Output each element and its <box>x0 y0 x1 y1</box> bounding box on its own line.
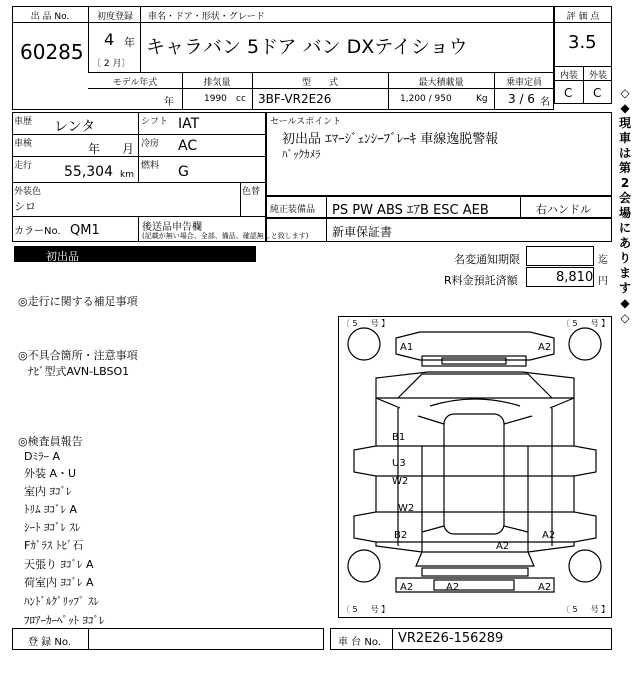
first-reg-label: 初度登録 <box>96 12 133 22</box>
ext-color-label: 外装色 <box>14 187 42 197</box>
mark-a1-front: A1 <box>400 342 414 353</box>
sales-point-1: 初出品 ｴﾏｰｼﾞｪﾝｼｰﾌﾞﾚｰｷ 車線逸脱警報 <box>282 132 499 147</box>
displacement-label: 排気量 <box>203 78 231 88</box>
handle-value: 右ハンドル <box>536 203 591 216</box>
fuel-label: 燃料 <box>141 161 160 171</box>
ext-color-value: シロ <box>14 200 36 213</box>
aftermarket-note: (記載が無い場合、全部、備品、確認無しと致します) <box>142 232 309 240</box>
rating-label: 評 価 点 <box>566 12 600 22</box>
report-item: Fｶﾞﾗｽ ﾄﾋﾞ石 <box>24 539 84 552</box>
model-year-label: モデル年式 <box>112 78 158 88</box>
mark-w2-a: W2 <box>392 476 409 487</box>
warranty-box <box>266 218 612 242</box>
aircon-value: AC <box>178 138 198 154</box>
report-item: 室内 ﾖｺﾞﾚ <box>24 485 72 498</box>
bracket-left: 〔 5 号 】 <box>342 319 390 328</box>
bracket-bottom-right: 〔 5 号 】 <box>562 605 610 614</box>
lot-no: 60285 <box>20 40 84 64</box>
name-change-box <box>526 246 594 266</box>
bracket-right: 〔 5 号 】 <box>562 319 610 328</box>
name-label: 車名・ドア・形状・グレード <box>148 12 265 22</box>
color-no-label: カラーNo. <box>14 226 61 237</box>
driving-notes-label: ◎走行に関する補足事項 <box>18 295 138 308</box>
report-item: 外装 A・U <box>24 467 77 480</box>
banner-text: 初出品 <box>46 250 79 263</box>
chassis-label: 車 台 No. <box>338 637 381 648</box>
name-change-label: 名変通知期限 <box>454 253 520 266</box>
aftermarket-label: 後送品申告欄 <box>142 222 202 233</box>
capacity: 3 / 6 <box>508 92 535 106</box>
fuel-value: G <box>178 164 189 180</box>
max-load-label: 最大積載量 <box>418 78 464 88</box>
mark-a2-door: A2 <box>496 541 510 552</box>
color-change-label: 色替 <box>242 187 261 197</box>
exterior-label: 外装 <box>588 71 607 81</box>
report-item: Dﾐﾗｰ A <box>24 450 60 463</box>
recycle-amount: 8,810 <box>556 270 594 285</box>
car-name: キャラバン 5ドア バン DXテイショウ <box>146 36 468 58</box>
genuine-label: 純正装備品 <box>270 205 316 215</box>
history-label: 車歴 <box>14 117 33 127</box>
inspection-month: 月 <box>122 142 135 156</box>
recycle-label: R料金預託済額 <box>444 274 518 287</box>
report-item: ﾄﾘﾑ ﾖｺﾞﾚ A <box>24 503 78 516</box>
type-value: 3BF-VR2E26 <box>258 92 332 106</box>
mark-a2-right: A2 <box>542 530 556 541</box>
first-reg-month: 〔 2 月〕 <box>92 59 131 69</box>
displacement: 1990 <box>204 94 227 104</box>
mark-w2-b: W2 <box>398 503 415 514</box>
shift-value: IAT <box>178 116 200 132</box>
mark-b2: B2 <box>394 530 408 541</box>
mark-b1: B1 <box>392 432 406 443</box>
bracket-bottom-left: 〔 5 号 】 <box>342 605 390 614</box>
inspector-label: ◎検査員報告 <box>18 435 83 448</box>
history-value: レンタ <box>54 119 96 135</box>
first-reg-year: 4 <box>104 30 115 49</box>
name-change-unit: 迄 <box>598 255 608 266</box>
mark-a2-rear-1: A2 <box>400 582 414 593</box>
capacity-unit: 名 <box>540 97 550 108</box>
aircon-label: 冷房 <box>141 139 160 149</box>
warranty-value: 新車保証書 <box>332 225 393 239</box>
sales-point-2: ﾊﾞｯｸｶﾒﾗ <box>282 148 321 161</box>
sales-point-label: セールスポイント <box>270 117 342 127</box>
defects-label: ◎不具合箇所・注意事項 <box>18 349 138 362</box>
mileage-label: 走行 <box>14 161 33 171</box>
exterior-grade: C <box>593 86 602 100</box>
mileage-value: 55,304 <box>64 164 113 180</box>
recycle-unit: 円 <box>598 276 608 287</box>
lot-no-label: 出 品 No. <box>30 12 70 22</box>
mark-a2-front: A2 <box>538 342 552 353</box>
chassis-no: VR2E26-156289 <box>398 631 504 646</box>
max-load: 1,200 / 950 <box>400 94 452 104</box>
mark-u3: U3 <box>392 458 406 469</box>
inspection-label: 車検 <box>14 139 33 149</box>
defect-1: ﾅﾋﾞ型式AVN-LBSO1 <box>28 365 130 378</box>
car-diagram <box>338 316 612 618</box>
mark-a2-rear-2: A2 <box>446 582 460 593</box>
capacity-label: 乗車定員 <box>505 78 542 88</box>
side-notice: ◇ ◆ 現 車 は 第 2 会 場 に あ り ま す ◆ ◇ <box>618 86 631 325</box>
type-label: 型 式 <box>301 78 338 88</box>
rating-value: 3.5 <box>568 32 597 53</box>
reg-no-label: 登 録 No. <box>28 637 71 648</box>
mileage-unit: km <box>120 170 134 180</box>
max-load-unit: Kg <box>476 94 488 104</box>
report-item: ﾌﾛｱｰｶｰﾍﾟｯﾄ ﾖｺﾞﾚ <box>24 614 105 627</box>
displacement-unit: cc <box>236 94 246 104</box>
report-item: ｼｰﾄ ﾖｺﾞﾚ ｽﾚ <box>24 521 81 534</box>
interior-grade: C <box>564 86 573 100</box>
inspection-year: 年 <box>88 142 101 156</box>
genuine-value: PS PW ABS ｴｱB ESC AEB <box>332 203 489 218</box>
report-item: 天張り ﾖｺﾞﾚ A <box>24 558 94 571</box>
report-item: 荷室内 ﾖｺﾞﾚ A <box>24 576 94 589</box>
model-year: 年 <box>164 97 174 108</box>
color-no-value: QM1 <box>70 223 100 238</box>
interior-label: 内装 <box>559 71 578 81</box>
report-item: ﾊﾝﾄﾞﾙｸﾞﾘｯﾌﾟ ｽﾚ <box>24 595 99 608</box>
year-unit: 年 <box>124 36 135 49</box>
shift-label: シフト <box>141 117 169 127</box>
mark-a2-rear-3: A2 <box>538 582 552 593</box>
